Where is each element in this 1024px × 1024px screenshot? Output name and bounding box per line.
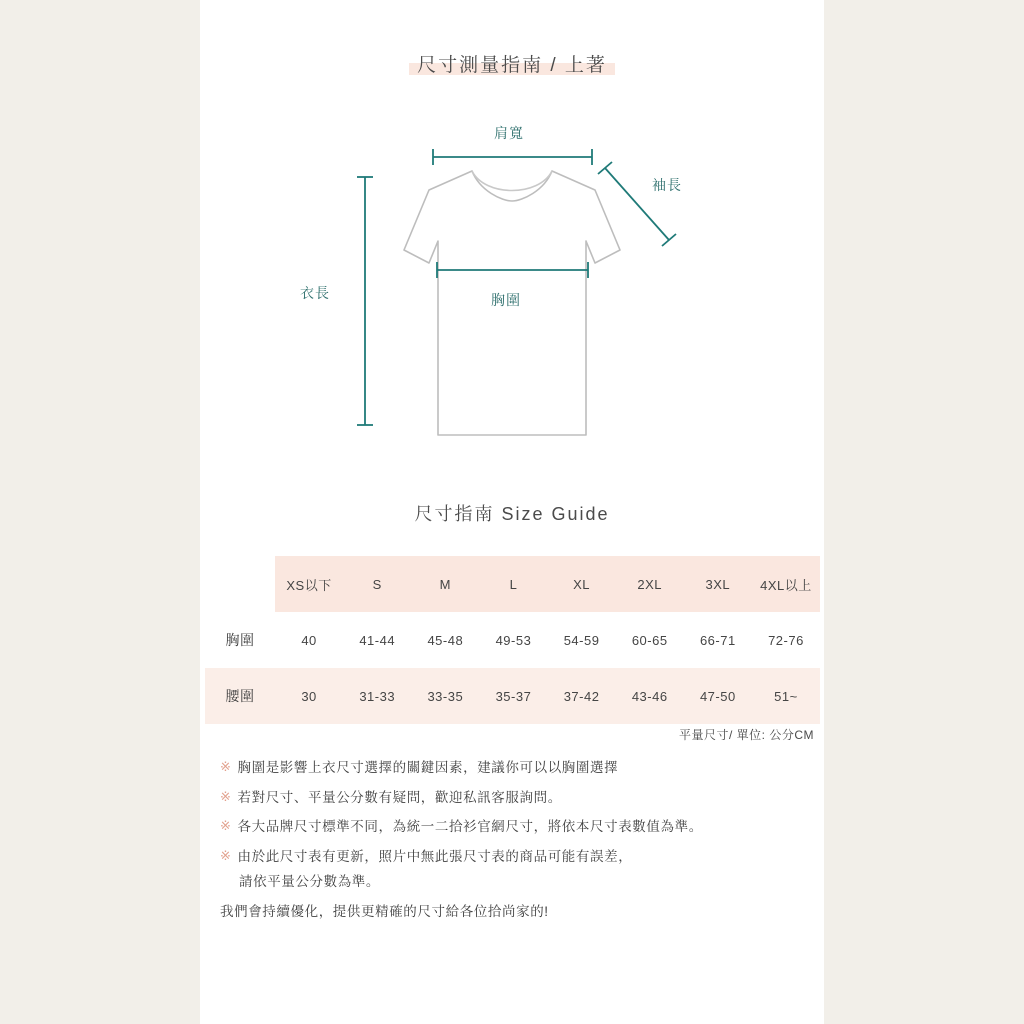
note-text: 胸圍是影響上衣尺寸選擇的關鍵因素，建議你可以以胸圍選擇 — [237, 760, 619, 775]
table-header-cell: 2XL — [616, 556, 684, 612]
note-mark-icon: ※ — [220, 818, 232, 834]
note-text: 若對尺寸、平量公分數有疑問，歡迎私訊客服詢問。 — [237, 789, 562, 805]
page-canvas — [200, 0, 824, 1024]
notes-list — [220, 758, 810, 920]
note-text: 各大品牌尺寸標準不同，為統一二拾衫官網尺寸，將依本尺寸表數值為準。 — [237, 819, 703, 835]
table-header-cell: L — [479, 556, 547, 612]
table-cell: 54-59 — [548, 612, 616, 668]
tshirt-diagram-svg — [200, 105, 824, 465]
table-header-cell: S — [343, 556, 411, 612]
row-label-bust: 胸圍 — [205, 612, 275, 668]
garment-measurement-diagram — [200, 105, 824, 465]
table-header-cell: 4XL以上 — [752, 556, 820, 612]
table-cell: 72-76 — [752, 612, 820, 668]
sleeve-label: 袖長 — [652, 177, 682, 193]
table-header-cell: XS以下 — [275, 556, 343, 612]
page-title — [200, 50, 824, 77]
shoulder-label: 肩寬 — [494, 125, 524, 141]
row-label-waist: 腰圍 — [205, 668, 275, 724]
size-table — [205, 556, 820, 724]
table-cell: 37-42 — [548, 668, 616, 724]
table-header-cell: XL — [548, 556, 616, 612]
note-final: 我們會持續優化，提供更精確的尺寸給各位拾尚家的! — [220, 904, 549, 920]
table-cell: 47-50 — [684, 668, 752, 724]
size-table-wrapper — [205, 556, 820, 724]
table-cell: 41-44 — [343, 612, 411, 668]
table-cell: 45-48 — [411, 612, 479, 668]
note-mark-icon: ※ — [220, 847, 232, 863]
bust-label: 胸圍 — [491, 292, 521, 308]
table-header-row — [205, 556, 820, 612]
note-item — [220, 758, 810, 778]
note-text: 由於此尺寸表有更新，照片中無此張尺寸表的商品可能有誤差， — [237, 848, 633, 864]
shoulder-measure-line — [433, 149, 592, 165]
bust-measure-line — [437, 262, 588, 278]
note-item — [220, 847, 810, 867]
table-cell: 30 — [275, 668, 343, 724]
table-header-cell: 3XL — [684, 556, 752, 612]
table-header-cell: M — [411, 556, 479, 612]
note-mark-icon: ※ — [220, 788, 232, 804]
size-guide-heading: 尺寸指南 Size Guide — [414, 504, 610, 524]
table-corner-cell — [205, 556, 275, 612]
unit-note: 平量尺寸/ 單位: 公分CM — [679, 728, 814, 742]
table-cell: 35-37 — [479, 668, 547, 724]
page-title-text: 尺寸測量指南 / 上著 — [417, 55, 607, 76]
length-measure-line — [357, 177, 373, 425]
table-cell: 60-65 — [616, 612, 684, 668]
table-cell: 49-53 — [479, 612, 547, 668]
note-item — [220, 788, 810, 808]
note-continuation: 請依平量公分數為準。 — [239, 874, 380, 890]
table-cell: 51~ — [752, 668, 820, 724]
note-mark-icon: ※ — [220, 759, 232, 774]
page-title-inner — [409, 50, 615, 77]
table-cell: 66-71 — [684, 612, 752, 668]
table-cell: 33-35 — [411, 668, 479, 724]
table-cell: 31-33 — [343, 668, 411, 724]
length-label: 衣長 — [300, 285, 330, 301]
table-cell: 40 — [275, 612, 343, 668]
table-cell: 43-46 — [616, 668, 684, 724]
table-row — [205, 668, 820, 724]
table-row — [205, 612, 820, 668]
note-item — [220, 817, 810, 837]
